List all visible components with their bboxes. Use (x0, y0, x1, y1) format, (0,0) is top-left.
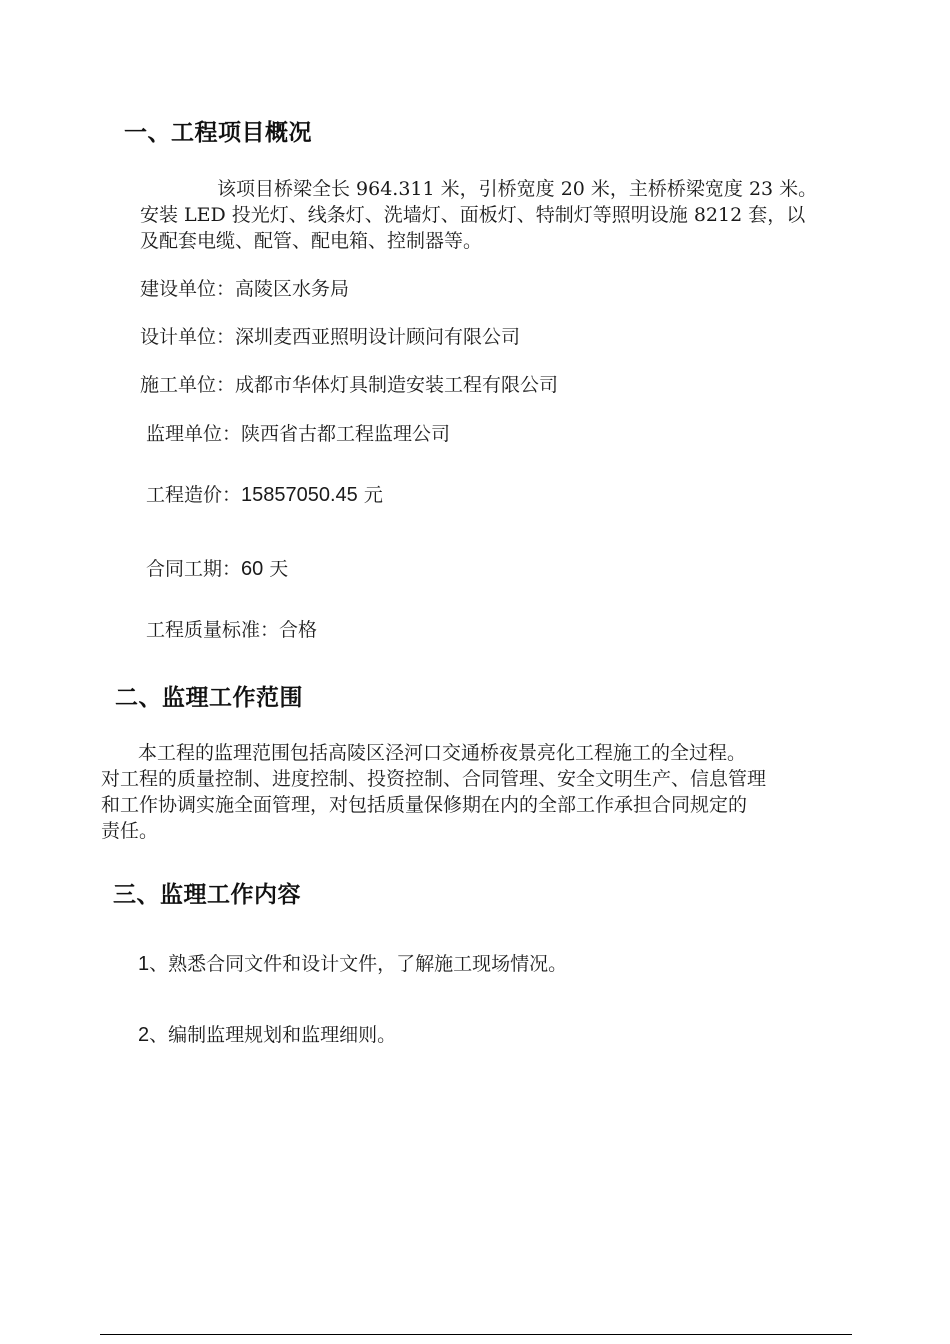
period-value: 60 (241, 558, 264, 580)
supervisor-value: 陕西省古都工程监理公司 (241, 423, 451, 445)
overview-line-1: 该项目桥梁全长 964.311 米，引桥宽度 20 米，主桥桥梁宽度 23 米。 (217, 178, 818, 200)
list-item-number: 2 (138, 1024, 150, 1046)
period-row (146, 556, 288, 582)
designer-row (140, 324, 520, 350)
list-item-number: 1 (138, 953, 150, 975)
page-bottom-rule (100, 1334, 852, 1335)
cost-value: 15857050.45 (241, 484, 358, 506)
section-heading-content: 三、监理工作内容 (113, 882, 301, 908)
scope-line-1: 本工程的监理范围包括高陵区泾河口交通桥夜景亮化工程施工的全过程。 (138, 742, 747, 764)
quality-value: 合格 (279, 619, 318, 641)
section-heading-overview: 一、工程项目概况 (124, 120, 312, 146)
list-item-text: 、编制监理规划和监理细则。 (149, 1024, 397, 1046)
supervisor-label: 监理单位： (146, 423, 242, 445)
period-label: 合同工期： (146, 558, 242, 580)
cost-label: 工程造价： (146, 484, 242, 506)
list-item (138, 951, 567, 977)
period-unit: 天 (263, 558, 289, 580)
builder-value: 高陵区水务局 (235, 278, 350, 300)
section-heading-scope: 二、监理工作范围 (115, 685, 303, 711)
builder-label: 建设单位： (140, 278, 236, 300)
cost-unit: 元 (357, 484, 383, 506)
supervisor-row (146, 421, 450, 447)
list-item (138, 1022, 396, 1048)
cost-row (146, 482, 383, 508)
quality-row (146, 617, 317, 643)
scope-line-4: 责任。 (101, 820, 159, 842)
scope-line-2: 对工程的质量控制、进度控制、投资控制、合同管理、安全文明生产、信息管理 (101, 768, 767, 790)
list-item-text: 、熟悉合同文件和设计文件，了解施工现场情况。 (149, 953, 568, 975)
overview-line-3: 及配套电缆、配管、配电箱、控制器等。 (140, 230, 483, 252)
designer-label: 设计单位： (140, 326, 236, 348)
designer-value: 深圳麦西亚照明设计顾问有限公司 (235, 326, 521, 348)
contractor-label: 施工单位： (140, 374, 236, 396)
builder-row (140, 276, 349, 302)
contractor-row (140, 372, 558, 398)
scope-line-3: 和工作协调实施全面管理，对包括质量保修期在内的全部工作承担合同规定的 (101, 794, 748, 816)
contractor-value: 成都市华体灯具制造安装工程有限公司 (235, 374, 559, 396)
quality-label: 工程质量标准： (146, 619, 280, 641)
overview-line-2: 安装 LED 投光灯、线条灯、洗墙灯、面板灯、特制灯等照明设施 8212 套，以 (140, 204, 806, 226)
